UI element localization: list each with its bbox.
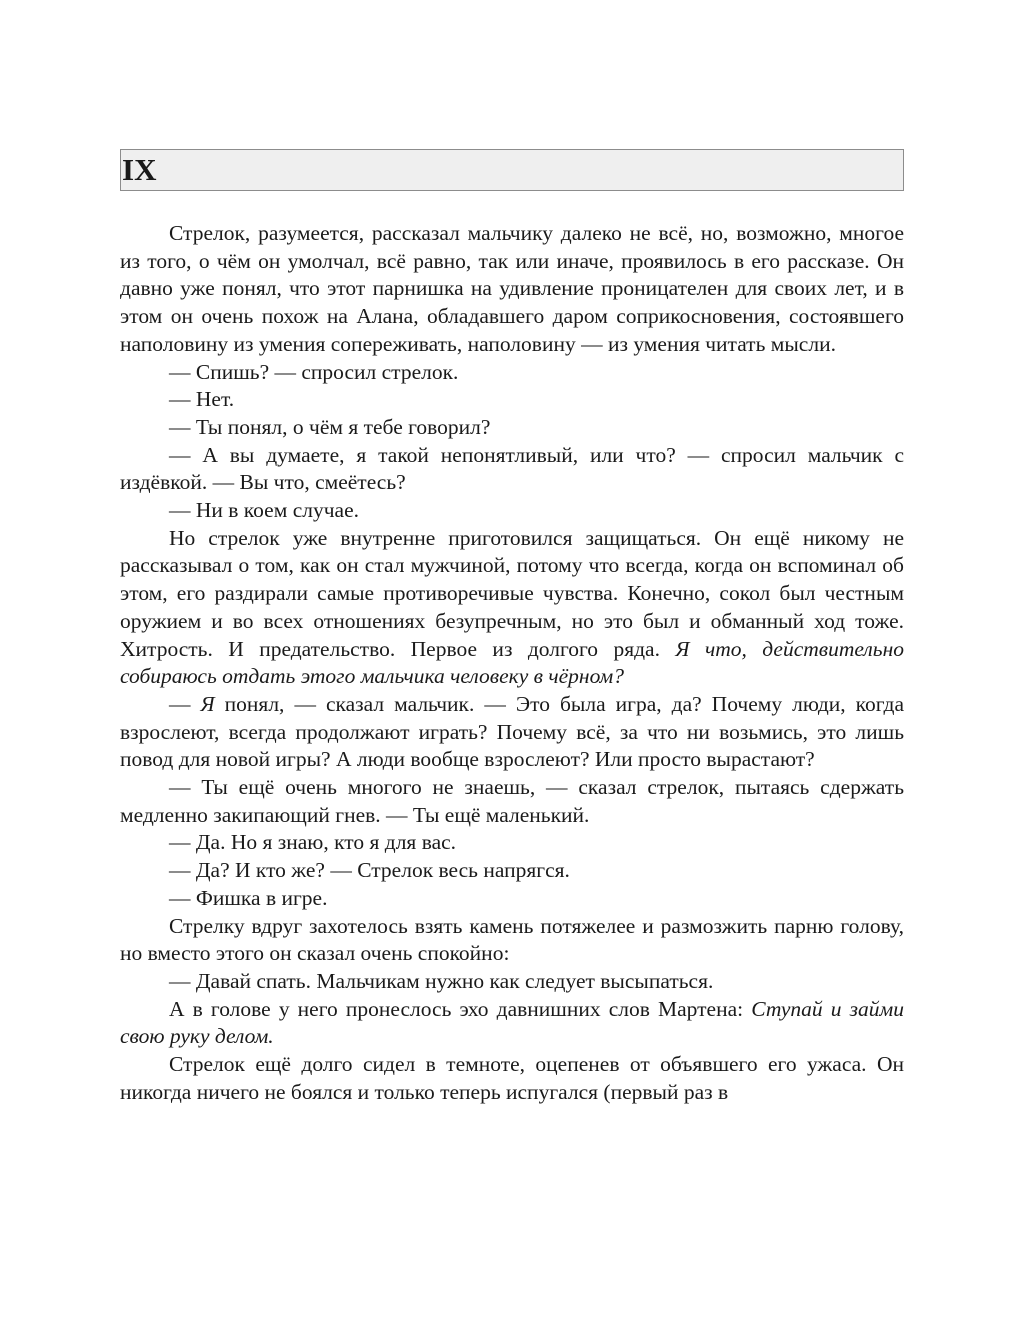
text-run: Но стрелок уже внутренне приготовился защищаться. Он ещё никому не рассказывал о том, как он стал мужчиной, потому что всегда, когда он вспоминал об этом, его раздирали самые противоречивые чувства. Конечно, сокол был честным оружием и во всех отношениях безупречным, но это был и обманный ход тоже. Хитрость. И предательство. Первое из долгого ряда. bbox=[120, 525, 904, 661]
text-run: — Фишка в игре. bbox=[169, 885, 328, 910]
paragraph bbox=[120, 359, 904, 387]
paragraph bbox=[120, 414, 904, 442]
paragraph bbox=[120, 497, 904, 525]
text-run: А в голове у него пронеслось эхо давнишних слов Мартена: bbox=[169, 996, 752, 1021]
page bbox=[120, 149, 904, 1107]
text-run: — Ты понял, о чём я тебе говорил? bbox=[169, 414, 491, 439]
paragraph bbox=[120, 996, 904, 1051]
chapter-heading bbox=[120, 149, 904, 191]
paragraph bbox=[120, 968, 904, 996]
text-run: Стрелок ещё долго сидел в темноте, оцепенев от объявшего его ужаса. Он никогда ничего не боялся и только теперь испугался (первый раз в bbox=[120, 1052, 904, 1104]
paragraph bbox=[120, 829, 904, 857]
text-run: — Да? И кто же? — Стрелок весь напрягся. bbox=[169, 858, 570, 883]
text-run: понял, — сказал мальчик. — Это была игра, да? Почему люди, когда взрослеют, всегда продолжают играть? Почему всё, за что ни возьмись, это лишь повод для новой игры? А люди вообще взрослеют? Или просто вырастают? bbox=[120, 691, 904, 772]
paragraph bbox=[120, 691, 904, 774]
italic-text: Ступай и займи свою руку делом. bbox=[120, 996, 904, 1049]
text-run: Стрелку вдруг захотелось взять камень потяжелее и размозжить парню голову, но вместо этого он сказал очень спокойно: bbox=[120, 913, 904, 966]
paragraph bbox=[120, 442, 904, 497]
text-run: — Давай спать. Мальчикам нужно как следует высыпаться. bbox=[169, 968, 714, 993]
text-run: — Спишь? — спросил стрелок. bbox=[169, 359, 459, 384]
text-run: — Ни в коем случае. bbox=[169, 498, 359, 523]
paragraph bbox=[120, 1051, 904, 1106]
paragraph bbox=[120, 220, 904, 359]
text-run: — bbox=[169, 691, 201, 716]
italic-text: Я что, действительно собираюсь отдать этого мальчика человеку в чёрном? bbox=[120, 636, 904, 689]
paragraph bbox=[120, 913, 904, 968]
paragraph bbox=[120, 386, 904, 414]
paragraph bbox=[120, 774, 904, 829]
paragraph bbox=[120, 885, 904, 913]
text-run: — Ты ещё очень многого не знаешь, — сказал стрелок, пытаясь сдержать медленно закипающий гнев. — Ты ещё маленький. bbox=[120, 775, 904, 827]
paragraph bbox=[120, 857, 904, 885]
italic-text: Я bbox=[200, 691, 215, 716]
text-run: — Да. Но я знаю, кто я для вас. bbox=[169, 830, 457, 855]
text-body bbox=[120, 220, 904, 1107]
text-run: Стрелок, разумеется, рассказал мальчику далеко не всё, но, возможно, многое из того, о чём он умолчал, всё равно, так или иначе, проявилось в его рассказе. Он давно уже понял, что этот парнишка на удивление проницателен для своих лет, и в этом он очень похож на Алана, обладавшего даром соприкосновения, состоявшего наполовину из умения сопереживать, наполовину — из умения читать мысли. bbox=[120, 221, 904, 356]
text-run: — Нет. bbox=[169, 387, 235, 412]
paragraph bbox=[120, 525, 904, 691]
text-run: — А вы думаете, я такой непонятливый, или что? — спросил мальчик с издёвкой. — Вы что, смеётесь? bbox=[120, 442, 904, 495]
chapter-title: IX bbox=[122, 152, 157, 187]
